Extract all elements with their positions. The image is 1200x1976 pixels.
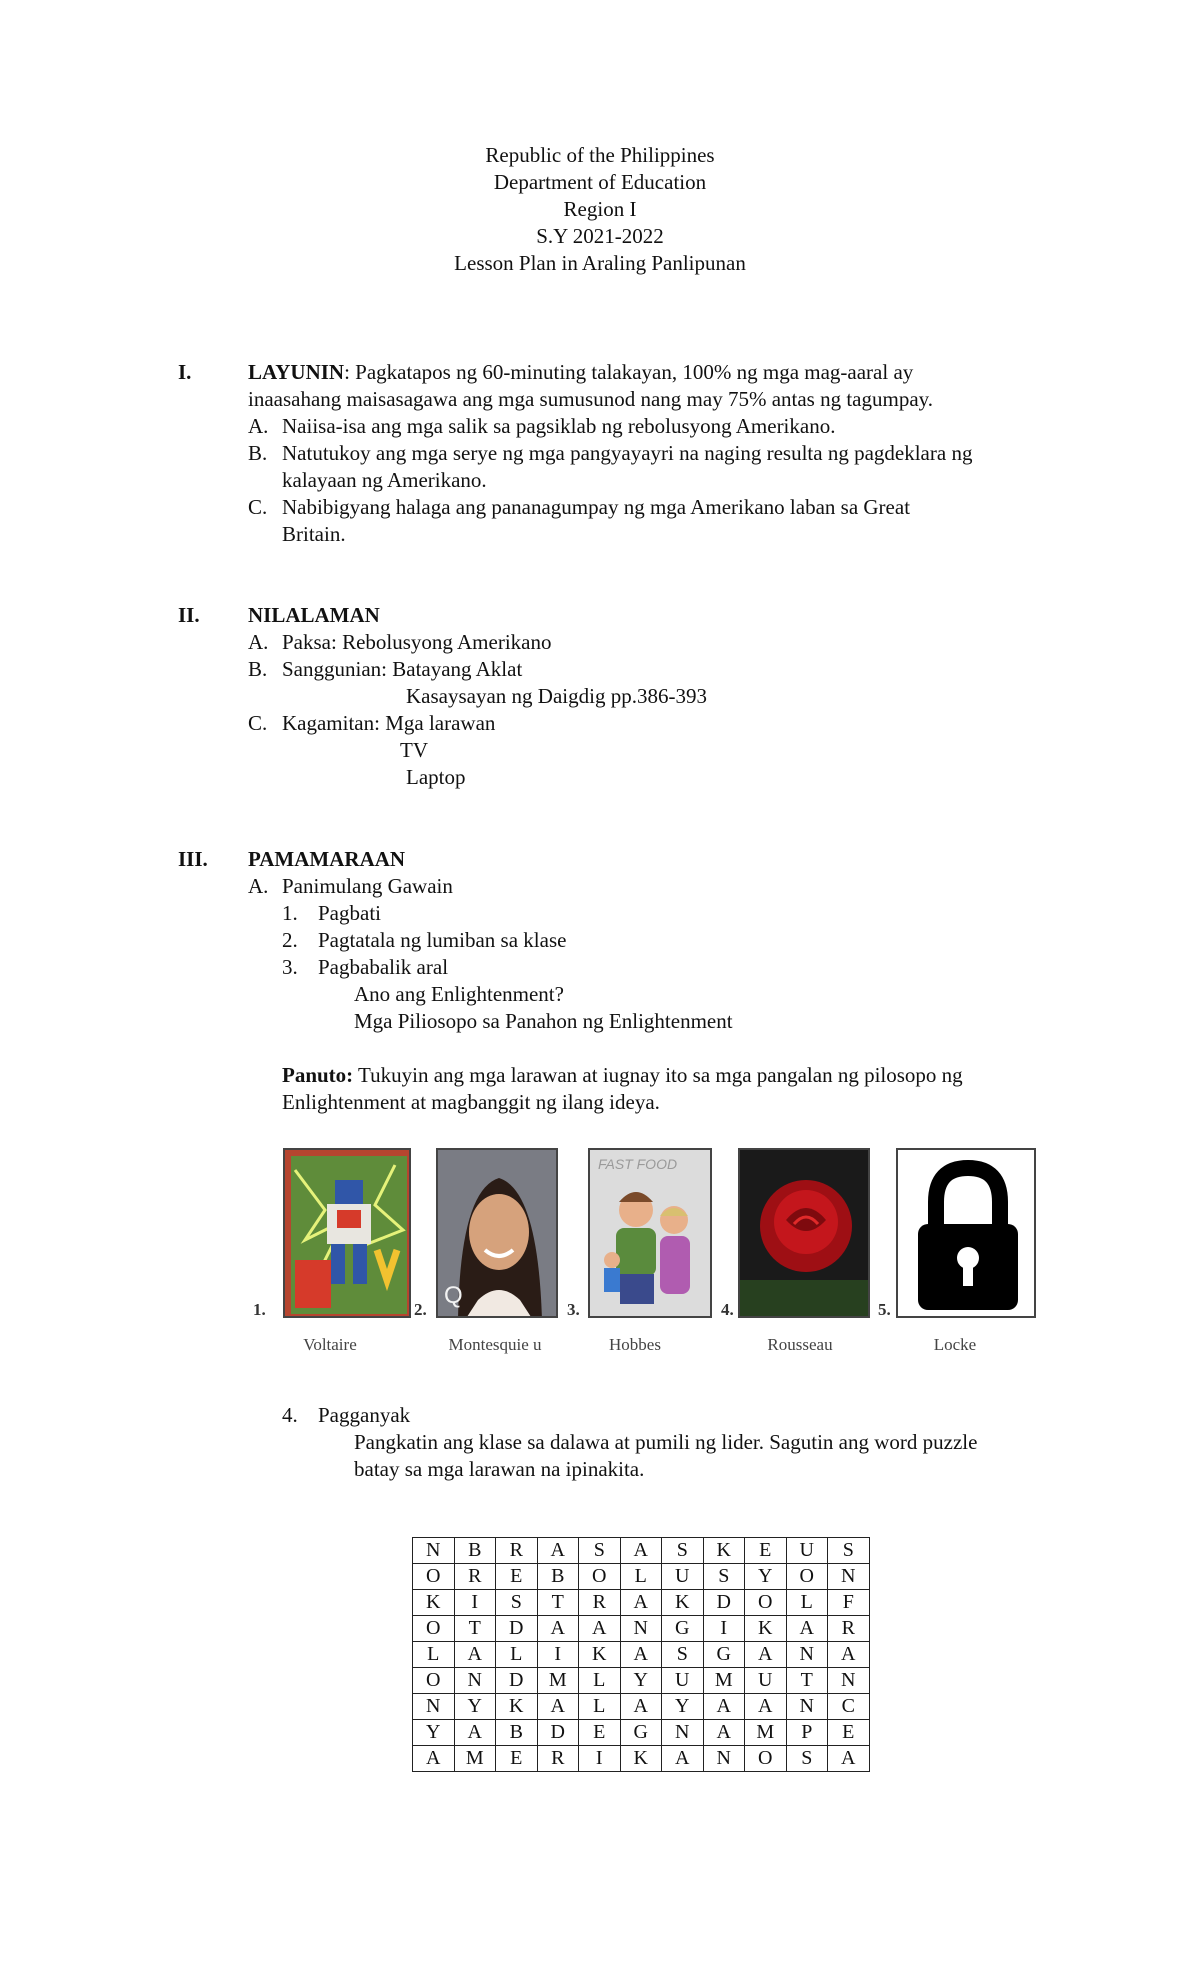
padlock-art xyxy=(898,1150,1036,1318)
puzzle-cell: S xyxy=(786,1746,828,1772)
content-c-tv: TV xyxy=(400,738,428,762)
procedure-a-text: Panimulang Gawain xyxy=(282,874,453,898)
puzzle-cell: Y xyxy=(413,1720,455,1746)
puzzle-cell: N xyxy=(786,1642,828,1668)
puzzle-cell: G xyxy=(662,1616,704,1642)
puzzle-cell: S xyxy=(496,1590,538,1616)
puzzle-cell: A xyxy=(620,1694,662,1720)
content-c-letter: C. xyxy=(248,711,268,735)
puzzle-cell: I xyxy=(703,1616,745,1642)
content-c-laptop: Laptop xyxy=(406,765,466,789)
puzzle-cell: R xyxy=(496,1538,538,1564)
puzzle-cell: E xyxy=(496,1746,538,1772)
objective-c-letter: C. xyxy=(248,495,268,519)
content-b-cont: Kasaysayan ng Daigdig pp.386-393 xyxy=(406,684,707,708)
section3-title: PAMAMARAAN xyxy=(248,847,406,871)
puzzle-cell: A xyxy=(413,1746,455,1772)
section2-title: NILALAMAN xyxy=(248,603,380,627)
puzzle-row xyxy=(413,1694,870,1720)
content-b-letter: B. xyxy=(248,657,268,681)
puzzle-cell: A xyxy=(537,1538,579,1564)
puzzle-cell: A xyxy=(828,1642,870,1668)
puzzle-cell: I xyxy=(537,1642,579,1668)
puzzle-cell: S xyxy=(662,1642,704,1668)
caption-rousseau: Rousseau xyxy=(767,1335,833,1354)
puzzle-cell: A xyxy=(454,1720,496,1746)
step-4-instruction-cont: batay sa mga larawan na ipinakita. xyxy=(354,1457,645,1481)
objective-b-letter: B. xyxy=(248,441,268,465)
puzzle-cell: U xyxy=(786,1538,828,1564)
puzzle-cell: K xyxy=(579,1642,621,1668)
puzzle-cell: K xyxy=(620,1746,662,1772)
header-department: Department of Education xyxy=(493,170,707,194)
step-2-text: Pagtatala ng lumiban sa klase xyxy=(318,928,567,952)
puzzle-cell: B xyxy=(537,1564,579,1590)
objective-c-cont: Britain. xyxy=(282,522,346,546)
puzzle-cell: L xyxy=(413,1642,455,1668)
step-2-number: 2. xyxy=(282,928,298,952)
content-b-text: Sanggunian: Batayang Aklat xyxy=(282,657,523,681)
puzzle-cell: E xyxy=(579,1720,621,1746)
image-4-number: 4. xyxy=(721,1300,734,1319)
puzzle-cell: O xyxy=(413,1564,455,1590)
puzzle-cell: L xyxy=(786,1590,828,1616)
puzzle-cell: D xyxy=(496,1668,538,1694)
puzzle-cell: I xyxy=(454,1590,496,1616)
puzzle-cell: K xyxy=(496,1694,538,1720)
puzzle-cell: G xyxy=(703,1642,745,1668)
section1-intro xyxy=(248,359,913,386)
puzzle-row xyxy=(413,1538,870,1564)
puzzle-cell: S xyxy=(703,1564,745,1590)
puzzle-cell: A xyxy=(703,1720,745,1746)
puzzle-cell: A xyxy=(620,1538,662,1564)
caption-montesquieu: Montesquie u xyxy=(448,1335,542,1354)
puzzle-cell: T xyxy=(786,1668,828,1694)
image-3-number: 3. xyxy=(567,1300,580,1319)
puzzle-cell: T xyxy=(537,1590,579,1616)
content-c-text: Kagamitan: Mga larawan xyxy=(282,711,496,735)
padlock-image xyxy=(896,1148,1036,1318)
section1-title: LAYUNIN xyxy=(248,360,345,384)
step-4-instruction: Pangkatin ang klase sa dalawa at pumili ng lider. Sagutin ang word puzzle xyxy=(354,1430,978,1454)
puzzle-cell: N xyxy=(413,1694,455,1720)
step-4-title: Pagganyak xyxy=(318,1403,411,1427)
puzzle-cell: N xyxy=(703,1746,745,1772)
puzzle-cell: A xyxy=(620,1642,662,1668)
objective-a-text: Naiisa-isa ang mga salik sa pagsiklab ng rebolusyong Amerikano. xyxy=(282,414,836,438)
puzzle-cell: E xyxy=(828,1720,870,1746)
caption-locke: Locke xyxy=(933,1335,977,1354)
red-rose-art xyxy=(740,1150,870,1318)
puzzle-cell: A xyxy=(703,1694,745,1720)
puzzle-cell: O xyxy=(413,1616,455,1642)
puzzle-cell: C xyxy=(828,1694,870,1720)
puzzle-cell: O xyxy=(745,1590,787,1616)
robot-poster-image xyxy=(283,1148,411,1318)
puzzle-cell: N xyxy=(413,1538,455,1564)
puzzle-cell: B xyxy=(496,1720,538,1746)
puzzle-cell: M xyxy=(745,1720,787,1746)
puzzle-cell: G xyxy=(620,1720,662,1746)
puzzle-cell: L xyxy=(579,1694,621,1720)
section1-intro-cont: inaasahang maisasagawa ang mga sumusunod nang may 75% antas ng tagumpay. xyxy=(248,387,934,411)
puzzle-cell: Y xyxy=(454,1694,496,1720)
red-rose-image xyxy=(738,1148,870,1318)
puzzle-cell: R xyxy=(454,1564,496,1590)
puzzle-cell: F xyxy=(828,1590,870,1616)
panuto-label: Panuto: xyxy=(282,1063,354,1087)
puzzle-row xyxy=(413,1590,870,1616)
puzzle-cell: A xyxy=(662,1746,704,1772)
puzzle-cell: Y xyxy=(662,1694,704,1720)
review-question-2: Mga Piliosopo sa Panahon ng Enlightenment xyxy=(354,1009,733,1033)
puzzle-cell: T xyxy=(454,1616,496,1642)
puzzle-cell: M xyxy=(703,1668,745,1694)
puzzle-cell: L xyxy=(496,1642,538,1668)
puzzle-cell: U xyxy=(745,1668,787,1694)
objective-b-text: Natutukoy ang mga serye ng mga pangyayayri na naging resulta ng pagdeklara ng xyxy=(282,441,973,465)
puzzle-cell: A xyxy=(579,1616,621,1642)
puzzle-cell: D xyxy=(496,1616,538,1642)
puzzle-cell: K xyxy=(745,1616,787,1642)
puzzle-cell: L xyxy=(620,1564,662,1590)
puzzle-cell: U xyxy=(662,1668,704,1694)
section1-intro-text: : Pagkatapos ng 60-minuting talakayan, 100% ng mga mag-aaral ay xyxy=(344,360,914,384)
caption-hobbes: Hobbes xyxy=(609,1335,661,1354)
panuto-text: Tukuyin ang mga larawan at iugnay ito sa mga pangalan ng pilosopo ng xyxy=(353,1063,963,1087)
section2-numeral: II. xyxy=(178,603,200,627)
caption-voltaire: Voltaire xyxy=(303,1335,357,1354)
puzzle-cell: N xyxy=(454,1668,496,1694)
puzzle-cell: L xyxy=(579,1668,621,1694)
woman-portrait-image xyxy=(436,1148,558,1318)
step-1-text: Pagbati xyxy=(318,901,381,925)
puzzle-cell: I xyxy=(579,1746,621,1772)
puzzle-cell: A xyxy=(454,1642,496,1668)
puzzle-cell: O xyxy=(745,1746,787,1772)
header-republic: Republic of the Philippines xyxy=(485,143,715,167)
robot-poster-art xyxy=(285,1150,411,1318)
objective-b-cont: kalayaan ng Amerikano. xyxy=(282,468,487,492)
puzzle-cell: A xyxy=(745,1694,787,1720)
puzzle-cell: S xyxy=(579,1538,621,1564)
step-1-number: 1. xyxy=(282,901,298,925)
puzzle-row xyxy=(413,1616,870,1642)
puzzle-cell: M xyxy=(454,1746,496,1772)
image-2-number: 2. xyxy=(414,1300,427,1319)
puzzle-cell: Y xyxy=(745,1564,787,1590)
puzzle-cell: R xyxy=(579,1590,621,1616)
step-3-text: Pagbabalik aral xyxy=(318,955,449,979)
image-1-number: 1. xyxy=(253,1300,266,1319)
step-3-number: 3. xyxy=(282,955,298,979)
puzzle-cell: N xyxy=(828,1564,870,1590)
panuto-cont: Enlightenment at magbanggit ng ilang ideya. xyxy=(282,1090,660,1114)
step-4-number: 4. xyxy=(282,1403,298,1427)
review-question-1: Ano ang Enlightenment? xyxy=(354,982,564,1006)
objective-a-letter: A. xyxy=(248,414,269,438)
puzzle-cell: R xyxy=(537,1746,579,1772)
section3-numeral: III. xyxy=(178,847,208,871)
family-cartoon-image xyxy=(588,1148,712,1318)
puzzle-cell: A xyxy=(620,1590,662,1616)
puzzle-cell: A xyxy=(745,1642,787,1668)
puzzle-cell: K xyxy=(413,1590,455,1616)
content-a-letter: A. xyxy=(248,630,269,654)
puzzle-cell: P xyxy=(786,1720,828,1746)
puzzle-row xyxy=(413,1668,870,1694)
puzzle-cell: U xyxy=(662,1564,704,1590)
procedure-a-letter: A. xyxy=(248,874,269,898)
puzzle-cell: N xyxy=(786,1694,828,1720)
puzzle-cell: O xyxy=(413,1668,455,1694)
puzzle-cell: R xyxy=(828,1616,870,1642)
panuto-line xyxy=(282,1062,963,1089)
puzzle-cell: N xyxy=(620,1616,662,1642)
objective-c-text: Nabibigyang halaga ang pananagumpay ng mga Amerikano laban sa Great xyxy=(282,495,911,519)
puzzle-cell: K xyxy=(703,1538,745,1564)
puzzle-cell: N xyxy=(662,1720,704,1746)
puzzle-cell: D xyxy=(703,1590,745,1616)
puzzle-row xyxy=(413,1720,870,1746)
puzzle-cell: K xyxy=(662,1590,704,1616)
puzzle-cell: A xyxy=(537,1616,579,1642)
puzzle-cell: A xyxy=(828,1746,870,1772)
word-puzzle-grid xyxy=(412,1537,870,1772)
puzzle-cell: D xyxy=(537,1720,579,1746)
puzzle-cell: Y xyxy=(620,1668,662,1694)
header-lesson-plan: Lesson Plan in Araling Panlipunan xyxy=(454,251,746,275)
puzzle-row xyxy=(413,1642,870,1668)
family-cartoon-art xyxy=(590,1150,712,1318)
puzzle-cell: O xyxy=(786,1564,828,1590)
section1-numeral: I. xyxy=(178,360,192,384)
puzzle-cell: A xyxy=(537,1694,579,1720)
puzzle-cell: A xyxy=(786,1616,828,1642)
image-5-number: 5. xyxy=(878,1300,891,1319)
puzzle-cell: E xyxy=(496,1564,538,1590)
puzzle-row xyxy=(413,1564,870,1590)
puzzle-cell: S xyxy=(662,1538,704,1564)
puzzle-cell: B xyxy=(454,1538,496,1564)
header-region: Region I xyxy=(563,197,637,221)
woman-portrait-overlay: Q xyxy=(444,1282,463,1309)
puzzle-row xyxy=(413,1746,870,1772)
family-cartoon-overlay: FAST FOOD xyxy=(598,1156,678,1172)
puzzle-cell: S xyxy=(828,1538,870,1564)
header-school-year: S.Y 2021-2022 xyxy=(536,224,664,248)
puzzle-cell: E xyxy=(745,1538,787,1564)
puzzle-cell: N xyxy=(828,1668,870,1694)
content-a-text: Paksa: Rebolusyong Amerikano xyxy=(282,630,552,654)
puzzle-cell: O xyxy=(579,1564,621,1590)
puzzle-cell: M xyxy=(537,1668,579,1694)
